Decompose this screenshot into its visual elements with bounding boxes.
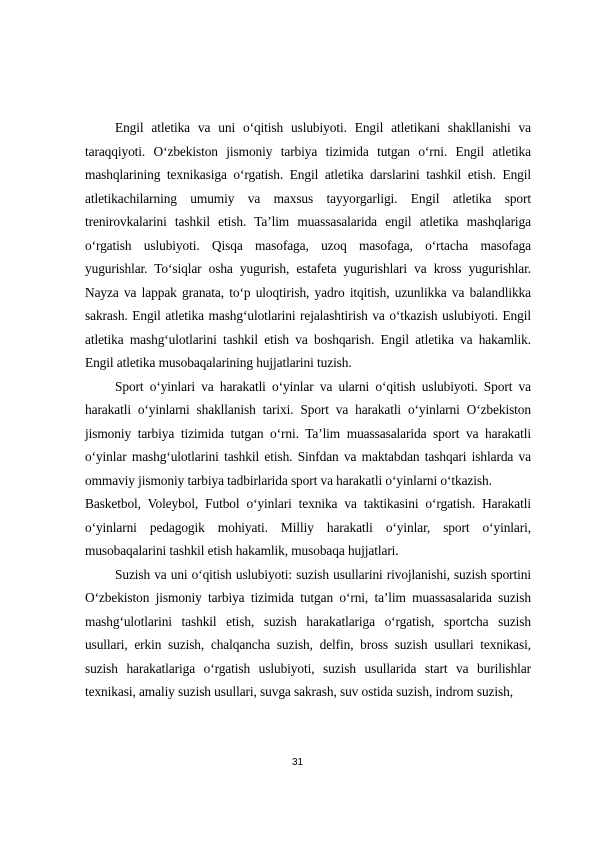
page-body [85, 116, 531, 704]
page-number: 31 [291, 757, 304, 768]
paragraph-team-sports: Basketbol, Voleybol, Futbol o‘yinlari texnika va taktikasini o‘rgatish. Harakatli o‘yinlarni pedagogik mohiyati. Milliy harakatli o‘yinlar, sport o‘yinlari, musobaqalarini tashkil etish hakamlik, musobaqa hujjatlari. [85, 496, 531, 558]
paragraph-athletics: Engil atletika va uni o‘qitish uslubiyoti. Engil atletikani shakllanishi va taraqqiyoti. O‘zbekiston jismoniy tarbiya tizimida tutgan o‘rni. Engil atletika mashqlarining texnikasiga o‘rgatish. Engil atletika darslarini tashkil etish. Engil atletikachilarning umumiy va maxsus tayyorgarligi. Engil atletika sport trenirovkalarini tashkil etish. Ta’lim muassasalarida engil atletika mashqlariga o‘rgatish uslubiyoti. Qisqa masofaga, uzoq masofaga, o‘rtacha masofaga yugurishlar. To‘siqlar osha yugurish, estafeta yugurishlari va kross yugurishlar. Nayza va lappak granata, to‘p uloqtirish, yadro itqitish, uzunlikka va balandlikka sakrash. Engil atletika mashg‘ulotlarini rejalashtirish va o‘tkazish uslubiyoti. Engil atletika mashg‘ulotlarini tashkil etish va boshqarish. Engil atletika va hakamlik. Engil atletika musobaqalarining hujjatlarini tuzish. [85, 120, 531, 370]
paragraph-sport-games: Sport o‘yinlari va harakatli o‘yinlar va ularni o‘qitish uslubiyoti. Sport va harakatli o‘yinlarni shakllanish tarixi. Sport va harakatli o‘yinlarni O‘zbekiston jismoniy tarbiya tizimida tutgan o‘rni. Ta’lim muassasalarida sport va harakatli o‘yinlar mashg‘ulotlarini tashkil etish. Sinfdan va maktabdan tashqari ishlarda va ommaviy jismoniy tarbiya tadbirlarida sport va harakatli o‘yinlarni o‘tkazish. [85, 378, 531, 488]
paragraph-swimming: Suzish va uni o‘qitish uslubiyoti: suzish usullarini rivojlanishi, suzish sportini O‘zbekiston jismoniy tarbiya tizimida tutgan o‘rni, ta’lim muassasalarida suzish mashg‘ulotlarini tashkil etish, suzish harakatlariga o‘rgatish, sportcha suzish usullari, erkin suzish, chalqancha suzish, delfin, bross suzish usullari texnikasi, suzish harakatlariga o‘rgatish uslubiyoti, suzish usullarida start va burilishlar texnikasi, amaliy suzish usullari, suvga sakrash, suv ostida suzish, indrom suzish, [85, 566, 531, 699]
